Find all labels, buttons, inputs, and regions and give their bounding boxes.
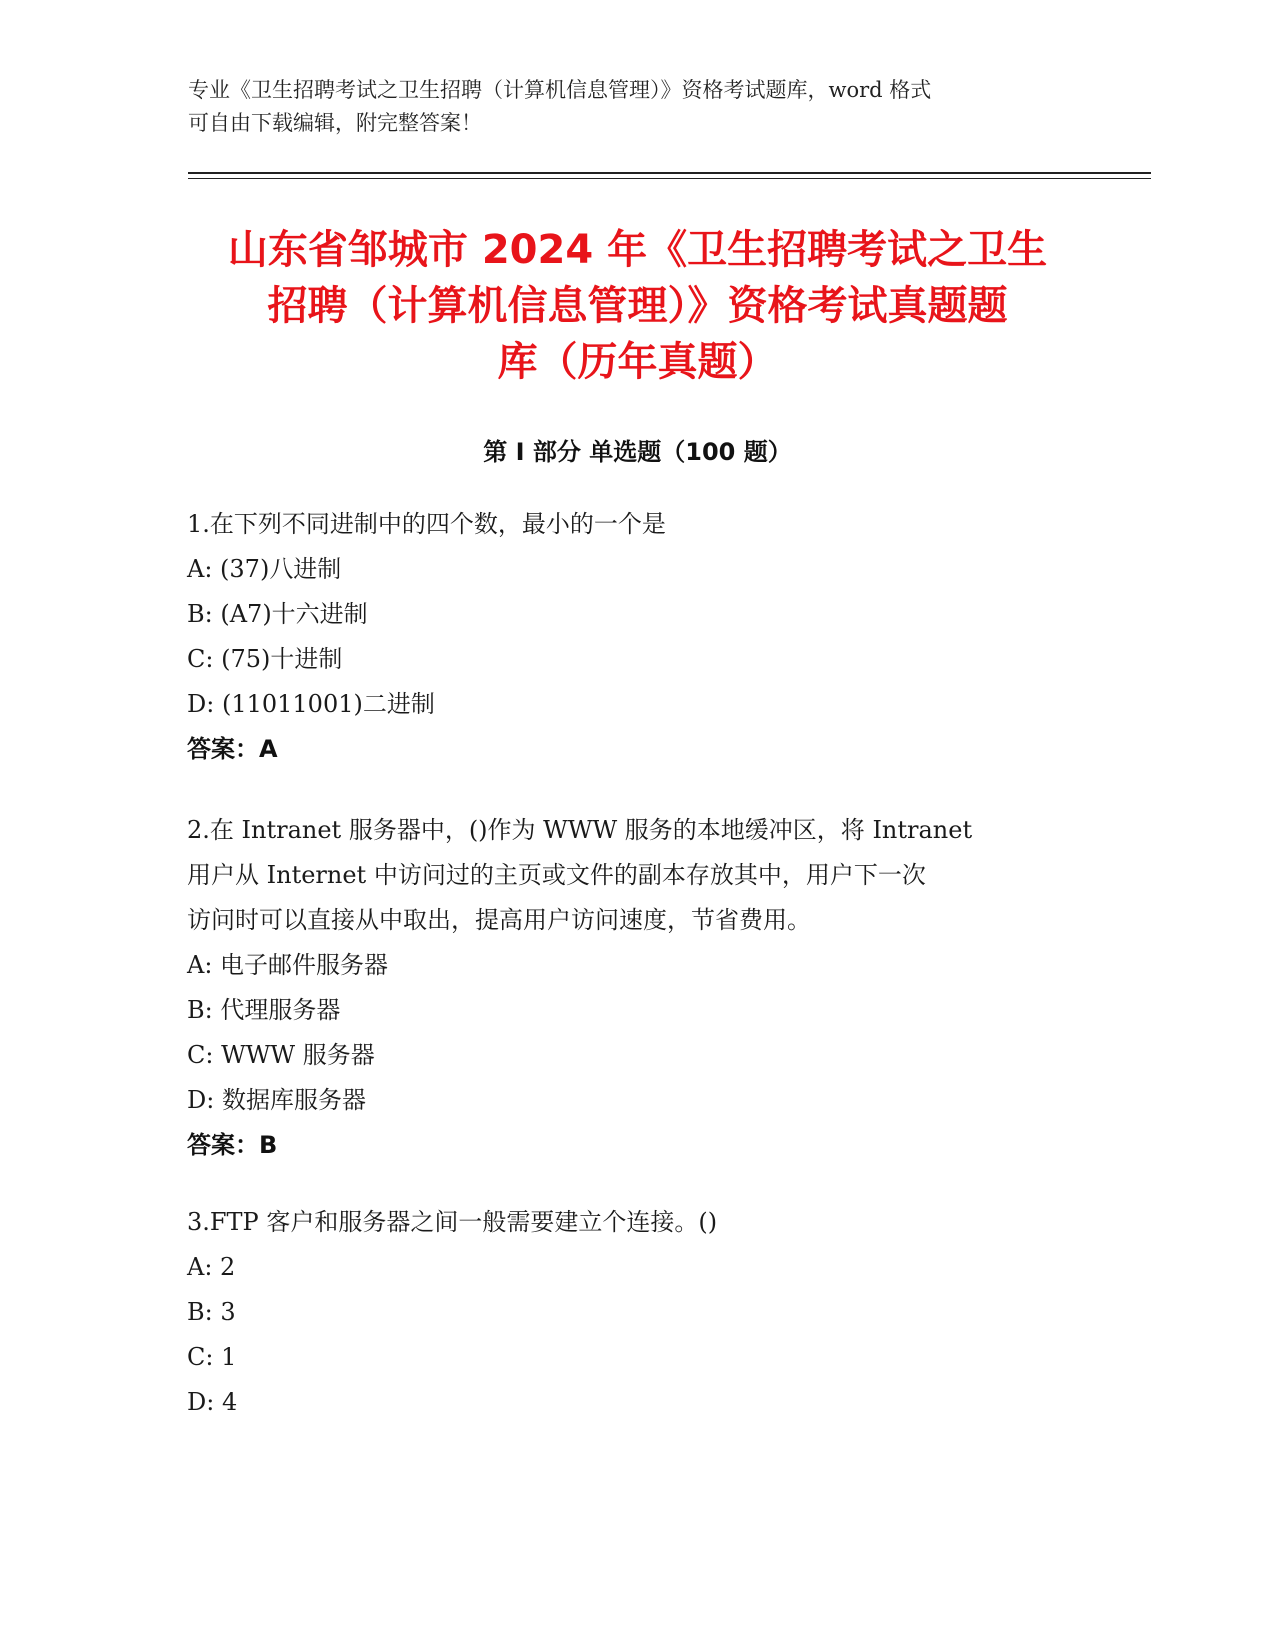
option-c: C: WWW 服务器 [187,1041,375,1069]
header-note [188,74,1078,140]
option-a: A: 电子邮件服务器 [187,951,389,979]
option-b: B: 3 [187,1298,236,1326]
question-stem: 3.FTP 客户和服务器之间一般需要建立个连接。() [187,1208,718,1236]
header-note-line: 专业《卫生招聘考试之卫生招聘（计算机信息管理）》资格考试题库，word 格式 [188,78,932,102]
option-c: C: 1 [187,1343,237,1371]
title-line: 招聘（计算机信息管理）》资格考试真题题 [267,283,1008,329]
question-stem: 访问时可以直接从中取出，提高用户访问速度，节省费用。 [187,906,811,934]
header-note-line: 可自由下载编辑，附完整答案！ [188,111,482,135]
option-d: D: (11011001)二进制 [187,690,435,718]
question-stem: 1.在下列不同进制中的四个数，最小的一个是 [187,510,666,538]
document-title [150,222,1125,390]
question-3 [187,1200,1087,1425]
option-b: B: 代理服务器 [187,996,341,1024]
question-1 [187,502,1087,772]
option-d: D: 数据库服务器 [187,1086,366,1114]
section-heading: 第 I 部分 单选题（100 题） [483,438,792,466]
option-d: D: 4 [187,1388,238,1416]
title-line: 山东省邹城市 2024 年《卫生招聘考试之卫生 [227,227,1048,273]
answer: 答案：B [187,1131,278,1159]
option-a: A: (37)八进制 [187,555,342,583]
question-stem: 2.在 Intranet 服务器中，()作为 WWW 服务的本地缓冲区，将 Intranet [187,816,973,844]
header-divider [188,172,1151,174]
question-stem: 用户从 Internet 中访问过的主页或文件的副本存放其中，用户下一次 [187,861,926,889]
question-2 [187,808,1087,1168]
option-a: A: 2 [187,1253,236,1281]
answer: 答案：A [187,735,278,763]
header-divider-thin [188,178,1151,179]
title-line: 库（历年真题） [497,339,778,385]
option-c: C: (75)十进制 [187,645,343,673]
option-b: B: (A7)十六进制 [187,600,368,628]
